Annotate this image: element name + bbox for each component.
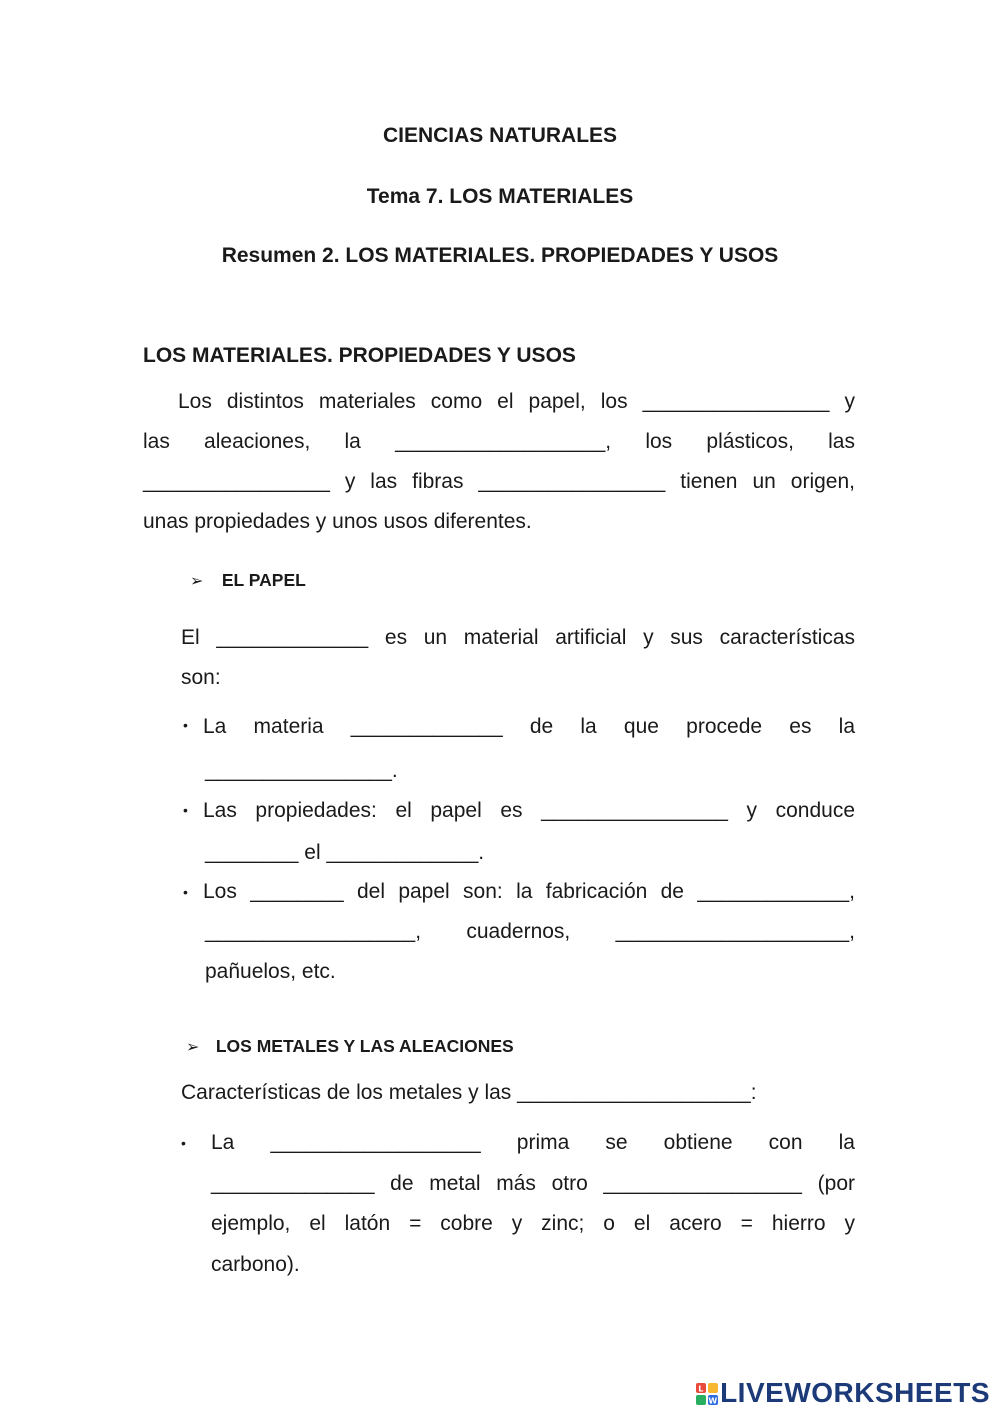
bullet-line: La materia _____________ de la que procede es la	[203, 715, 855, 738]
subject-title: CIENCIAS NATURALES	[382, 124, 618, 147]
paragraph-line: unas propiedades y unos usos diferentes.	[143, 510, 532, 533]
bullet-line: ________________.	[205, 759, 398, 782]
section-main-title: LOS MATERIALES. PROPIEDADES Y USOS	[143, 344, 576, 367]
paragraph-line: son:	[181, 666, 221, 689]
paragraph-line: Los distintos materiales como el papel, los ________________ y	[178, 390, 855, 413]
liveworksheets-badge-icon	[696, 1383, 718, 1405]
tema-title: Tema 7. LOS MATERIALES	[366, 185, 634, 208]
liveworksheets-text: LIVEWORKSHEETS	[720, 1377, 990, 1408]
papel-bullet-2	[183, 790, 855, 874]
bullet-line: ______________ de metal más otro _________________ (por	[211, 1171, 855, 1195]
paragraph-line: ________________ y las fibras ________________ tienen un origen,	[143, 470, 855, 493]
papel-heading	[190, 570, 306, 591]
papel-intro	[181, 618, 855, 698]
bullet-icon: •	[183, 884, 188, 900]
paragraph-line: El _____________ es un material artificial y sus características	[181, 626, 855, 649]
bullet-line: ________ el _____________.	[205, 841, 485, 864]
paragraph-line: las aleaciones, la __________________, los plásticos, las	[143, 430, 855, 453]
svg-text:W: W	[708, 1396, 718, 1405]
bullet-line: ejemplo, el latón = cobre y zinc; o el acero = hierro y	[211, 1212, 855, 1235]
papel-title: EL PAPEL	[221, 570, 306, 590]
svg-text:L: L	[698, 1384, 704, 1394]
bullet-icon: •	[183, 802, 188, 818]
bullet-line: pañuelos, etc.	[205, 960, 336, 983]
metales-bullet-1	[181, 1123, 855, 1285]
bullet-icon: •	[181, 1135, 186, 1151]
metales-heading	[186, 1036, 514, 1057]
bullet-line: La __________________ prima se obtiene con la	[211, 1131, 855, 1154]
arrow-icon: ➢	[190, 573, 204, 590]
resumen-title: Resumen 2. LOS MATERIALES. PROPIEDADES Y USOS	[221, 244, 779, 267]
bullet-line: Los ________ del papel son: la fabricación de _____________,	[203, 880, 855, 903]
bullet-icon: •	[183, 717, 188, 733]
papel-bullet-1	[183, 705, 855, 793]
bullet-line: __________________, cuadernos, ____________________,	[205, 920, 855, 943]
bullet-line: Las propiedades: el papel es ________________ y conduce	[203, 799, 855, 822]
metales-title: LOS METALES Y LAS ALEACIONES	[215, 1036, 514, 1056]
liveworksheets-logo	[696, 1377, 990, 1409]
metales-intro: Características de los metales y las ____________________:	[181, 1081, 757, 1104]
arrow-icon: ➢	[186, 1039, 200, 1056]
main-paragraph	[143, 382, 855, 542]
papel-bullet-3	[183, 872, 855, 992]
bullet-line: carbono).	[211, 1252, 300, 1276]
